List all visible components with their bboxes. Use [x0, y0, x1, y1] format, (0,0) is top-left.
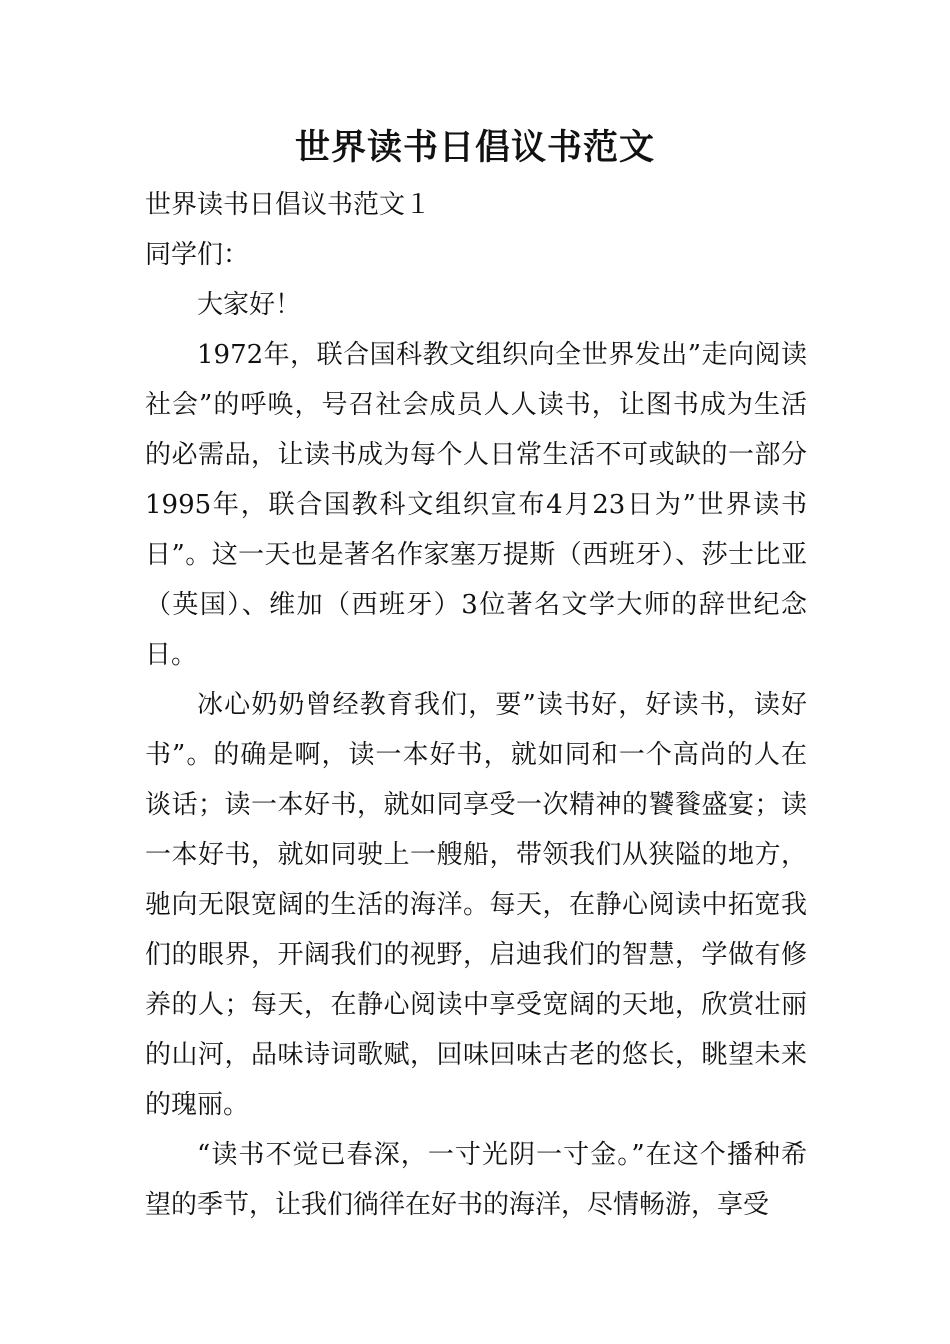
document-subtitle: 世界读书日倡议书范文１: [145, 190, 432, 220]
document-title: 世界读书日倡议书范文: [294, 128, 655, 168]
paragraph: 1972年，联合国科教文组织向全世界发出”走向阅读社会”的呼唤，号召社会成员人人读书，让图书成为生活的必需品，让读书成为每个人日常生活不可或缺的一部分1995年，联合国教科文组织宣布4月23日为”世界读书日”。这一天也是著名作家塞万提斯（西班牙）、莎士比亚（英国）、维加（西班牙）3位著名文学大师的辞世纪念日。: [145, 340, 807, 670]
document-body: [145, 180, 807, 1230]
salutation: 同学们：: [145, 240, 250, 270]
paragraph: 冰心奶奶曾经教育我们，要”读书好，好读书，读好书”。的确是啊，读一本好书，就如同和一个高尚的人在谈话；读一本好书，就如同享受一次精神的饕餮盛宴；读一本好书，就如同驶上一艘船，带领我们从狭隘的地方，驰向无限宽阔的生活的海洋。每天，在静心阅读中拓宽我们的眼界，开阔我们的视野，启迪我们的智慧，学做有修养的人；每天，在静心阅读中享受宽阔的天地，欣赏壮丽的山河，品味诗词歌赋，回味回味古老的悠长，眺望未来的瑰丽。: [145, 690, 807, 1120]
greeting: 大家好！: [197, 290, 302, 320]
paragraph: “读书不觉已春深，一寸光阴一寸金。”在这个播种希望的季节，让我们徜徉在好书的海洋，尽情畅游，享受: [145, 1140, 807, 1220]
